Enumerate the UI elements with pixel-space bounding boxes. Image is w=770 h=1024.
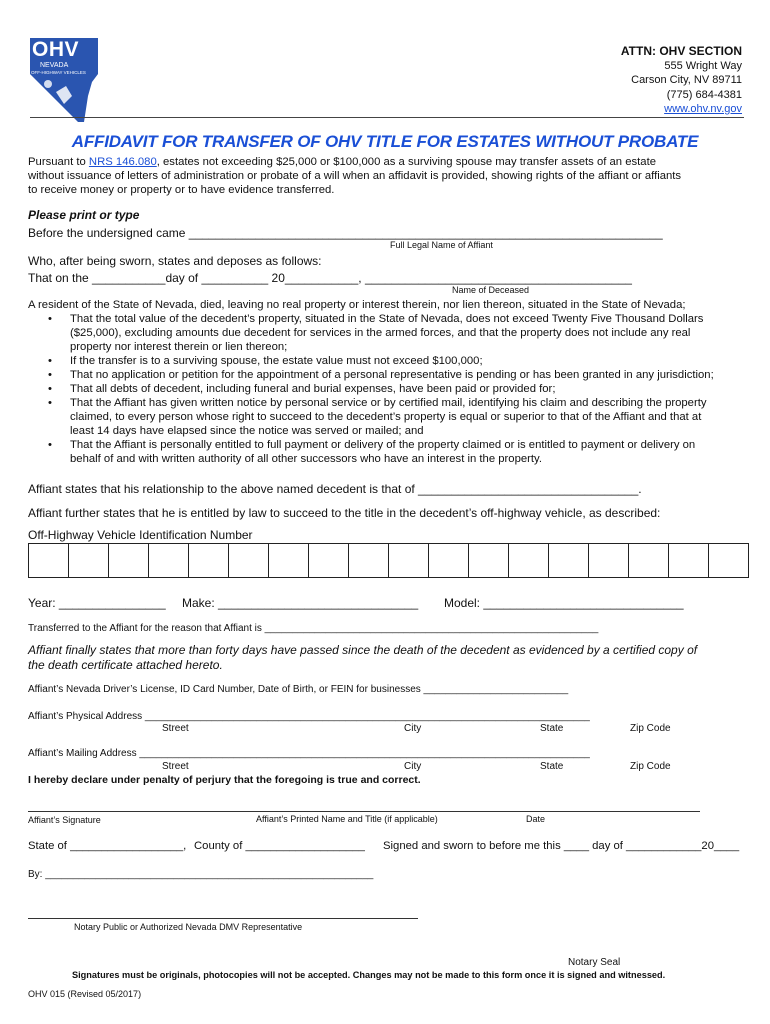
resident-statement: A resident of the State of Nevada, died, leaving no real property or interest therein, nor lien thereon, situated in the State of Nevada; (28, 299, 686, 311)
vin-box[interactable] (309, 544, 349, 578)
license-field[interactable]: Affiant’s Nevada Driver’s License, ID Card Number, Date of Birth, or FEIN for businesses __________________________ (28, 684, 569, 695)
vin-box[interactable] (149, 544, 189, 578)
vin-box[interactable] (669, 544, 709, 578)
sworn-date-field[interactable]: Signed and sworn to before me this ____ day of ____________20____ (383, 840, 740, 852)
vin-box[interactable] (629, 544, 669, 578)
intro-line1-rest: , estates not exceeding $25,000 or $100,000 as a surviving spouse may transfer assets of an estate (156, 156, 657, 168)
mailing-street-caption: Street (162, 761, 189, 772)
transfer-reason-field[interactable]: Transferred to the Affiant for the reason that Affiant is ____________________________________________________________ (28, 623, 599, 634)
vin-box[interactable] (549, 544, 589, 578)
intro-line2: without issuance of letters of administration or probate of a will when an affidavit is provided, showing rights of the affiant or affiants (28, 170, 682, 182)
notary-state-field[interactable]: State of __________________, (28, 840, 187, 852)
agency-address (621, 44, 742, 117)
signature-caption: Affiant’s Signature (28, 815, 101, 825)
before-undersigned-field[interactable]: Before the undersigned came _______________________________________________________________________ (28, 226, 663, 240)
vin-grid (28, 543, 749, 578)
logo-sub-text: OFF-HIGHWAY VEHICLES (31, 70, 86, 75)
attn-heading: ATTN: OHV SECTION (620, 44, 742, 58)
year-field[interactable]: Year: ________________ (28, 596, 166, 610)
intro-pre: Pursuant to (28, 156, 89, 168)
conditions-list (28, 312, 748, 466)
condition-item: • That the Affiant has given written notice by personal service or by certified mail, identifying his claim and describing the property claimed, to every person whose right to succeed to the decedent’s property is equal or superior to that of the Affiant and that at least 14 days have elapsed since the notice was served or mailed; and (28, 396, 748, 438)
notary-caption: Notary Public or Authorized Nevada DMV Representative (74, 922, 303, 932)
vin-box[interactable] (709, 544, 749, 578)
phone-number: (775) 684-4381 (666, 88, 742, 101)
condition-item: • That no application or petition for the appointment of a personal representative is pending or has been granted in any jurisdiction; (28, 368, 748, 382)
condition-item: • That the total value of the decedent’s property, situated in the State of Nevada, does not exceed Twenty Five Thousand Dollars ($25,000), excluding amounts due decedent for services in the armed forces, and that the property does not include any real property nor interest therein or lien thereon; (28, 312, 748, 354)
physical-address-field[interactable]: Affiant’s Physical Address ________________________________________________________________________________ (28, 711, 590, 722)
mailing-state-caption: State (540, 761, 564, 772)
nrs-link[interactable]: NRS 146.080 (88, 156, 157, 168)
vin-box[interactable] (269, 544, 309, 578)
street-address: 555 Wright Way (664, 59, 742, 72)
printed-name-caption: Affiant’s Printed Name and Title (if applicable) (256, 814, 438, 824)
notary-signature-line[interactable] (28, 918, 418, 919)
condition-item: • If the transfer is to a surviving spouse, the estate value must not exceed $100,000; (28, 354, 748, 368)
by-field[interactable]: By: ___________________________________________________________ (28, 869, 374, 880)
vin-box[interactable] (589, 544, 629, 578)
intro-paragraph (28, 155, 748, 197)
vin-box[interactable] (389, 544, 429, 578)
vin-box[interactable] (109, 544, 149, 578)
footer-notice: Signatures must be originals, photocopies will not be accepted. Changes may not be made to this form once it is signed and witnessed. (72, 970, 666, 980)
city-address: Carson City, NV 89711 (631, 74, 742, 86)
vin-box[interactable] (349, 544, 389, 578)
notary-seal-label: Notary Seal (568, 957, 621, 968)
entitled-statement: Affiant further states that he is entitled by law to succeed to the title in the decedent’s off-highway vehicle, as described: (28, 506, 661, 520)
deceased-name-caption: Name of Deceased (452, 285, 530, 295)
vin-box[interactable] (69, 544, 109, 578)
signature-line[interactable] (28, 811, 700, 812)
perjury-declaration: I hereby declare under penalty of perjury that the foregoing is true and correct. (28, 774, 421, 786)
model-field[interactable]: Model: ______________________________ (444, 596, 684, 610)
make-field[interactable]: Make: ______________________________ (182, 596, 419, 610)
print-instruction: Please print or type (28, 208, 140, 222)
date-of-death-field[interactable]: That on the ___________day of __________ 20___________, ________________________________________ (28, 271, 632, 285)
vin-box[interactable] (429, 544, 469, 578)
physical-street-caption: Street (162, 723, 189, 734)
intro-line3: to receive money or property or to have evidence transferred. (28, 184, 335, 196)
physical-state-caption: State (540, 723, 564, 734)
header-rule (30, 117, 744, 118)
logo-state-text: NEVADA (40, 62, 69, 69)
mailing-address-field[interactable]: Affiant’s Mailing Address _________________________________________________________________________________ (28, 748, 590, 759)
condition-item: • That the Affiant is personally entitled to full payment or delivery of the property claimed or is entitled to payment or delivery on behalf of and with written authority of all other successors who have an interest in the property. (28, 438, 748, 466)
vin-label: Off-Highway Vehicle Identification Number (28, 528, 253, 542)
form-id: OHV 015 (Revised 05/2017) (28, 989, 142, 999)
vin-box[interactable] (229, 544, 269, 578)
mailing-zip-caption: Zip Code (630, 761, 671, 772)
vin-box[interactable] (469, 544, 509, 578)
sworn-statement: Who, after being sworn, states and deposes as follows: (28, 254, 322, 268)
vin-box[interactable] (509, 544, 549, 578)
date-caption: Date (526, 814, 546, 824)
website-link[interactable]: www.ohv.nv.gov (664, 103, 742, 115)
ohv-logo (26, 34, 102, 126)
relationship-field[interactable]: Affiant states that his relationship to the above named decedent is that of _________________________________. (28, 482, 642, 496)
condition-item: • That all debts of decedent, including funeral and burial expenses, have been paid or provided for; (28, 382, 748, 396)
mailing-city-caption: City (404, 761, 422, 772)
form-title: AFFIDAVIT FOR TRANSFER OF OHV TITLE FOR ESTATES WITHOUT PROBATE (71, 132, 699, 151)
logo-main-text: OHV (32, 38, 80, 61)
forty-days-statement: Affiant finally states that more than forty days have passed since the death of the decedent as evidenced by a certified copy of the death certificate attached hereto. (28, 643, 698, 672)
vin-box[interactable] (189, 544, 229, 578)
physical-zip-caption: Zip Code (630, 723, 671, 734)
notary-county-field[interactable]: County of ___________________ (194, 840, 365, 852)
vin-box[interactable] (29, 544, 69, 578)
full-name-caption: Full Legal Name of Affiant (390, 240, 493, 250)
physical-city-caption: City (404, 723, 422, 734)
